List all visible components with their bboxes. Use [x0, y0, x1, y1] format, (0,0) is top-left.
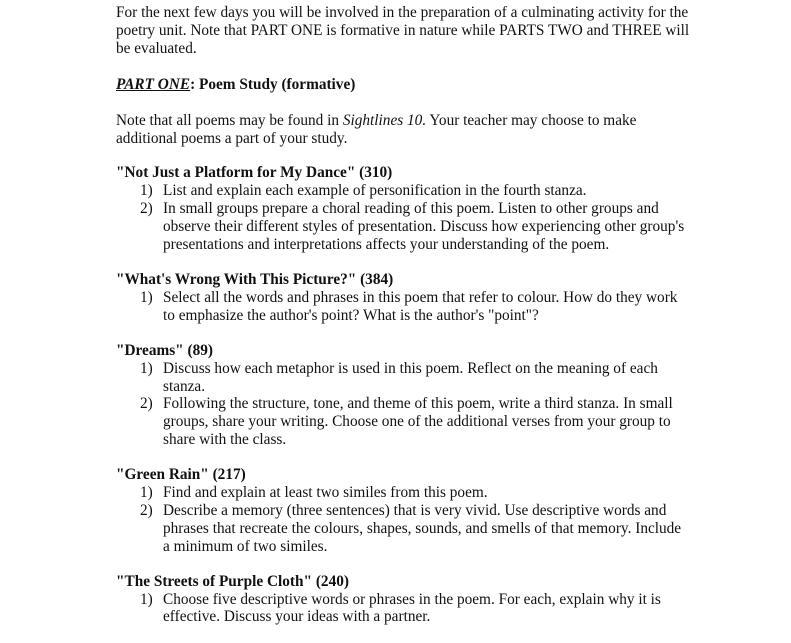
note-text-after: Your teacher may choose to make additional poems a part of your study. [116, 111, 637, 147]
task-text: Describe a memory (three sentences) that is very vivid. Use descriptive words and phrases that recreate the colours, shapes, sounds, and smells of that memory. Include a minimum of two similes. [163, 501, 682, 555]
task-list [116, 182, 691, 254]
task-text: Find and explain at least two similes from this poem. [163, 484, 488, 502]
task-number: 1) [140, 288, 153, 306]
task-list [116, 360, 691, 450]
task-text: Select all the words and phrases in this poem that refer to colour. How do they work to emphasize the author's point? What is the author's "point"? [163, 288, 678, 324]
poem-title: "The Streets of Purple Cloth" (240) [116, 572, 349, 590]
task-item [116, 395, 691, 449]
part-one-title: : Poem Study (formative) [190, 75, 356, 93]
task-text: List and explain each example of personification in the fourth stanza. [163, 182, 587, 200]
task-list [116, 591, 691, 627]
task-number: 1) [140, 182, 153, 200]
task-number: 2) [140, 395, 153, 413]
task-item [116, 182, 691, 200]
task-list [116, 484, 691, 556]
poem-section [116, 466, 691, 556]
task-item [116, 484, 691, 502]
task-number: 2) [140, 501, 153, 519]
task-item [116, 289, 691, 325]
intro-paragraph: For the next few days you will be involved in the preparation of a culminating activity for the poetry unit. Note that PART ONE is formative in nature while PARTS TWO and THREE will be evaluated. [116, 4, 690, 57]
note-paragraph [116, 112, 691, 148]
task-text: Choose five descriptive words or phrases in the poem. For each, explain why it is effective. Discuss your ideas with a partner. [163, 590, 661, 626]
poem-section [116, 342, 691, 449]
task-number: 1) [140, 359, 153, 377]
task-item [116, 360, 691, 396]
task-text: Following the structure, tone, and theme of this poem, write a third stanza. In small groups, share your writing. Choose one of the additional verses from your group to share with the class. [163, 395, 673, 449]
part-one-label: PART ONE [116, 75, 191, 93]
task-number: 2) [140, 200, 153, 218]
task-number: 1) [140, 590, 153, 608]
book-title: Sightlines 10. [342, 111, 427, 129]
task-item [116, 200, 691, 254]
task-item [116, 502, 691, 556]
poem-title: "Not Just a Platform for My Dance" (310) [116, 164, 393, 182]
document-page [116, 4, 691, 643]
poem-section [116, 573, 691, 627]
poem-title: "Green Rain" (217) [116, 466, 246, 484]
note-text-before: Note that all poems may be found in [116, 111, 343, 129]
poem-section [116, 271, 691, 325]
task-list [116, 289, 691, 325]
task-text: Discuss how each metaphor is used in this poem. Reflect on the meaning of each stanza. [163, 359, 658, 395]
task-text: In small groups prepare a choral reading of this poem. Listen to other groups and observe their different styles of presentation. Discuss how experiencing other group's presentations and interpretations affects your understanding of the poem. [163, 200, 685, 254]
part-one-heading [116, 76, 691, 94]
poem-title: "Dreams" (89) [116, 341, 213, 359]
task-item [116, 591, 691, 627]
poem-title: "What's Wrong With This Picture?" (384) [116, 270, 394, 288]
task-number: 1) [140, 484, 153, 502]
poem-section [116, 164, 691, 254]
